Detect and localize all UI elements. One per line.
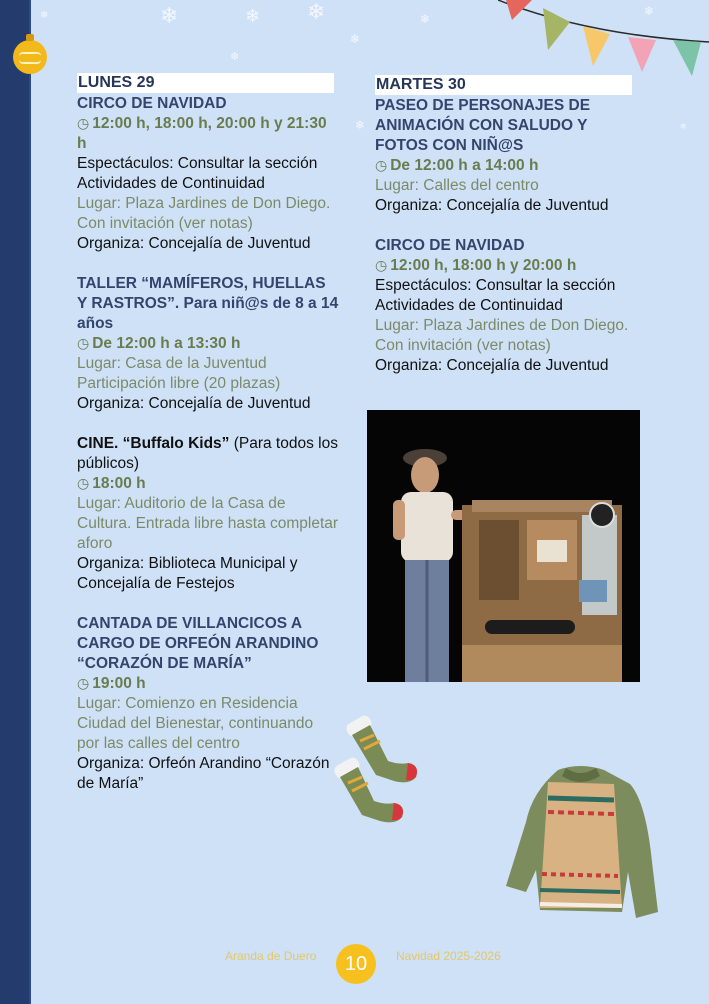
clock-icon: ◷ xyxy=(375,258,388,274)
monday-column xyxy=(77,73,339,814)
event-place: Lugar: Calles del centro xyxy=(375,177,539,194)
snowflake-icon: ❄ xyxy=(40,10,49,21)
event-title-suffix: (Para todos los públicos) xyxy=(77,435,338,472)
event-block xyxy=(77,274,339,414)
event-place: Lugar: Plaza Jardines de Don Diego. Con invitación (ver notas) xyxy=(77,195,331,232)
snowflake-icon: ❄ xyxy=(245,6,261,27)
event-time xyxy=(77,474,339,494)
sweater-icon xyxy=(500,762,660,924)
event-organizer: Organiza: Concejalía de Juventud xyxy=(375,197,609,214)
clock-icon: ◷ xyxy=(77,676,90,692)
clock-icon: ◷ xyxy=(77,336,90,352)
clock-icon: ◷ xyxy=(77,476,90,492)
event-block xyxy=(77,94,339,254)
snowflake-icon: ❄ xyxy=(355,118,366,132)
event-organizer: Organiza: Concejalía de Juventud xyxy=(77,395,311,412)
event-description: Espectáculos: Consultar la sección Actividades de Continuidad xyxy=(77,155,318,192)
event-block xyxy=(77,614,339,794)
snowflake-icon: ❄ xyxy=(350,32,361,46)
day-heading: MARTES 30 xyxy=(375,75,632,95)
event-time xyxy=(77,674,339,694)
event-place: Lugar: Auditorio de la Casa de Cultura. Entrada libre hasta completar aforo xyxy=(77,495,339,552)
event-place: Lugar: Plaza Jardines de Don Diego. Con invitación (ver notas) xyxy=(375,317,629,354)
clock-icon: ◷ xyxy=(375,158,388,174)
footer-city: Aranda de Duero xyxy=(225,949,317,963)
clock-icon: ◷ xyxy=(77,116,90,132)
event-time xyxy=(375,256,637,276)
snowflake-icon: ❄ xyxy=(160,4,179,29)
tuesday-column xyxy=(375,75,637,396)
event-place: Lugar: Casa de la Juventud Participación libre (20 plazas) xyxy=(77,355,281,392)
event-time-text: 18:00 h xyxy=(92,475,146,492)
event-time-text: De 12:00 h a 13:30 h xyxy=(92,335,241,352)
snowflake-icon: ❄ xyxy=(420,12,431,26)
bunting-icon xyxy=(498,0,709,80)
event-title xyxy=(77,434,339,474)
day-heading: LUNES 29 xyxy=(77,73,334,93)
event-block xyxy=(375,96,637,216)
event-title: CANTADA DE VILLANCICOS A CARGO DE ORFEÓN ARANDINO “CORAZÓN DE MARÍA” xyxy=(77,615,319,672)
event-organizer: Organiza: Concejalía de Juventud xyxy=(77,235,311,252)
event-time xyxy=(77,334,339,354)
event-title-main: CINE. “Buffalo Kids” xyxy=(77,435,230,452)
event-block xyxy=(375,236,637,376)
event-organizer: Organiza: Concejalía de Juventud xyxy=(375,357,609,374)
snowflake-icon: ❄ xyxy=(644,4,655,18)
event-time-text: De 12:00 h a 14:00 h xyxy=(390,157,539,174)
event-time-text: 12:00 h, 18:00 h y 20:00 h xyxy=(390,257,577,274)
event-title: CIRCO DE NAVIDAD xyxy=(77,95,227,112)
event-time-text: 19:00 h xyxy=(92,675,146,692)
event-title: TALLER “MAMÍFEROS, HUELLAS Y RASTROS”. Para niñ@s de 8 a 14 años xyxy=(77,275,339,332)
event-block xyxy=(77,434,339,594)
ornament-icon xyxy=(13,40,47,74)
circus-photo xyxy=(367,410,640,682)
event-time-text: 12:00 h, 18:00 h, 20:00 h y 21:30 h xyxy=(77,115,327,152)
event-place: Lugar: Comienzo en Residencia Ciudad del Bienestar, continuando por las calles del centro xyxy=(77,695,314,752)
footer-edition: Navidad 2025-2026 xyxy=(396,949,501,963)
event-organizer: Organiza: Orfeón Arandino “Corazón de María” xyxy=(77,755,330,792)
snowflake-icon: ❄ xyxy=(307,0,326,25)
page-number: 10 xyxy=(336,944,376,984)
event-time xyxy=(77,114,339,154)
page-spine xyxy=(0,0,31,1004)
socks-icon xyxy=(330,715,425,825)
event-title: CIRCO DE NAVIDAD xyxy=(375,237,525,254)
event-description: Espectáculos: Consultar la sección Actividades de Continuidad xyxy=(375,277,616,314)
event-organizer: Organiza: Biblioteca Municipal y Concejalía de Festejos xyxy=(77,555,298,592)
snowflake-icon: ❄ xyxy=(230,50,240,63)
event-time xyxy=(375,156,637,176)
snowflake-icon: ❄ xyxy=(680,122,687,131)
event-title: PASEO DE PERSONAJES DE ANIMACIÓN CON SALUDO Y FOTOS CON NIÑ@S xyxy=(375,97,591,154)
